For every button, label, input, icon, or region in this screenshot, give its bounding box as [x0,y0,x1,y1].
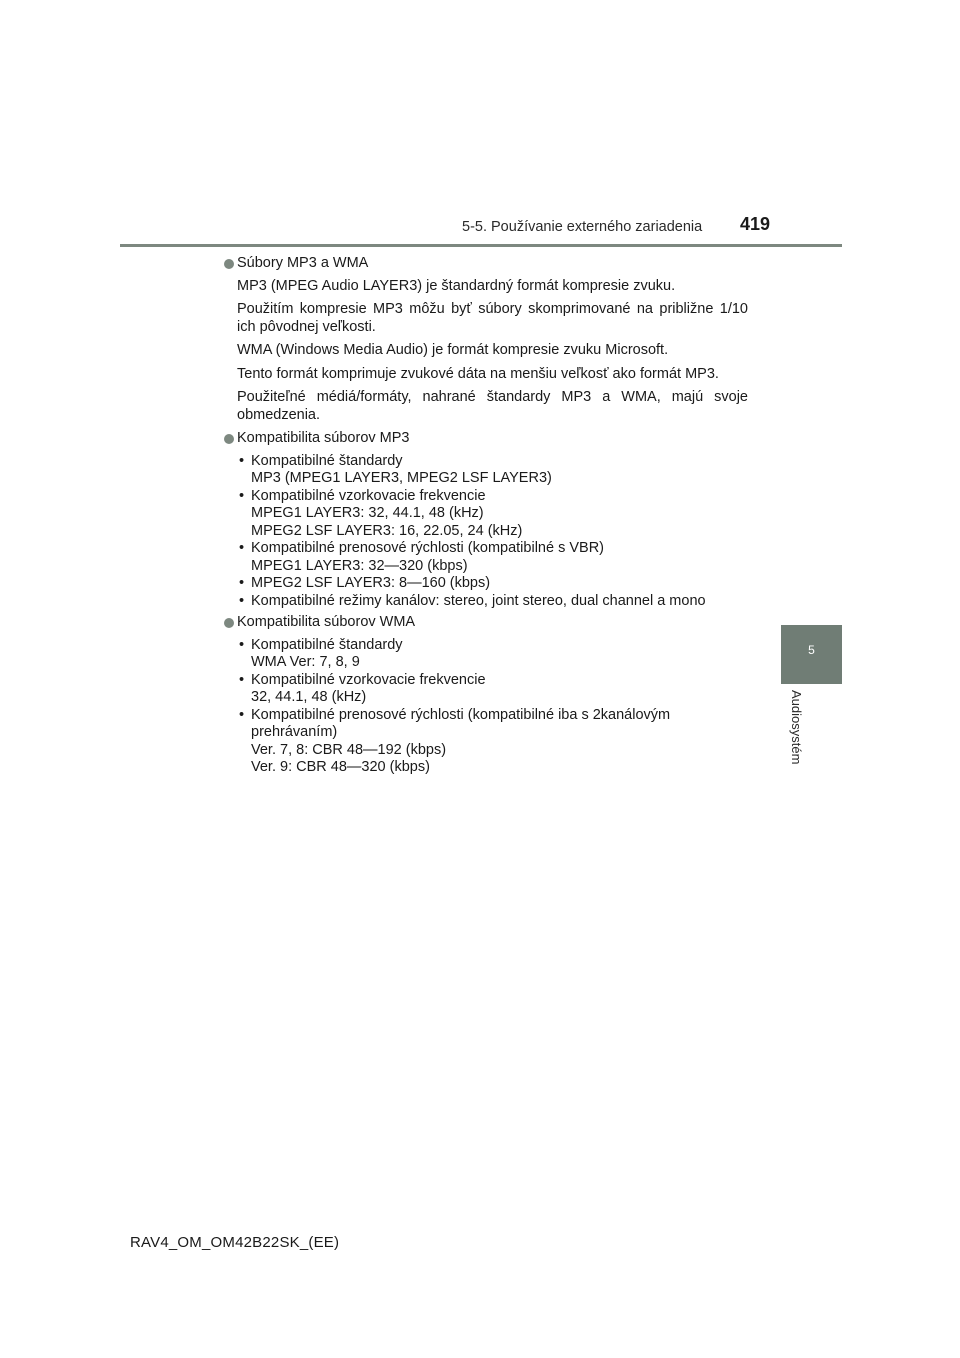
document-code: RAV4_OM_OM42B22SK_(EE) [130,1234,340,1251]
item-label: Kompatibilné vzorkovacie frekvencie [251,487,486,504]
page-content [224,255,748,781]
page-number: 419 [740,214,771,234]
chapter-label-container [787,690,807,790]
item-label: Kompatibilné režimy kanálov: stereo, joint stereo, dual channel a mono [251,592,706,609]
list-item [237,488,748,541]
item-label: Kompatibilné prenosové rýchlosti (kompatibilné iba s 2kanálovým prehrávaním) [251,706,671,740]
bullet-marker: • [239,636,245,653]
item-label: Kompatibilné vzorkovacie frekvencie [251,671,486,688]
header-divider [120,244,842,247]
paragraph: Tento formát komprimuje zvukové dáta na menšiu veľkosť ako formát MP3. [237,365,719,382]
chapter-number: 5 [808,643,815,657]
item-detail: Ver. 9: CBR 48—320 (kbps) [251,759,430,775]
paragraph: Použitím kompresie MP3 môžu byť súbory skomprimované na približne 1/10 ich pôvodnej veľkosti. [237,301,748,335]
bullet-marker: • [239,575,245,591]
filled-circle-icon [224,259,234,269]
list-item [237,453,748,488]
list-item [237,707,748,777]
bullet-marker: • [239,452,245,469]
bullet-marker: • [239,671,245,688]
section-heading-text: Súbory MP3 a WMA [237,255,369,271]
list-item [237,637,748,672]
bullet-marker: • [239,592,245,609]
paragraph: Použiteľné médiá/formáty, nahrané štandardy MP3 a WMA, majú svoje obmedzenia. [237,389,748,423]
item-label: Kompatibilné prenosové rýchlosti (kompatibilné s VBR) [251,540,604,556]
section-heading [224,430,748,448]
spec-list [224,453,748,611]
filled-circle-icon [224,434,234,444]
spec-list [224,637,748,777]
paragraph: MP3 (MPEG Audio LAYER3) je štandardný formát kompresie zvuku. [237,277,676,294]
bullet-marker: • [239,706,245,723]
bullet-marker: • [239,487,245,504]
item-detail: Ver. 7, 8: CBR 48—192 (kbps) [251,741,447,758]
filled-circle-icon [224,618,234,628]
list-item [237,540,748,575]
chapter-label: Audiosystém [789,690,804,765]
item-detail: MPEG1 LAYER3: 32, 44.1, 48 (kHz) [251,505,484,521]
chapter-tab [781,625,842,684]
item-detail: MP3 (MPEG1 LAYER3, MPEG2 LSF LAYER3) [251,470,552,486]
list-item [237,593,748,611]
section-mp3-compat [224,430,748,610]
item-detail: WMA Ver: 7, 8, 9 [251,654,360,670]
item-label: Kompatibilné štandardy [251,636,403,653]
section-wma-compat [224,614,748,777]
item-detail: MPEG2 LSF LAYER3: 16, 22.05, 24 (kHz) [251,522,523,539]
list-item [237,672,748,707]
item-detail: MPEG1 LAYER3: 32—320 (kbps) [251,557,468,574]
list-item [237,575,748,593]
item-label: Kompatibilné štandardy [251,452,403,469]
section-heading [224,255,748,273]
paragraph: WMA (Windows Media Audio) je formát kompresie zvuku Microsoft. [237,342,669,358]
section-title: 5-5. Používanie externého zariadenia [462,219,703,235]
section-heading-text: Kompatibilita súborov WMA [237,614,416,630]
section-heading-text: Kompatibilita súborov MP3 [237,430,410,446]
section-heading [224,614,748,632]
item-detail: 32, 44.1, 48 (kHz) [251,689,367,705]
section-mp3-wma [224,255,748,424]
bullet-marker: • [239,540,245,556]
item-label: MPEG2 LSF LAYER3: 8—160 (kbps) [251,575,491,591]
